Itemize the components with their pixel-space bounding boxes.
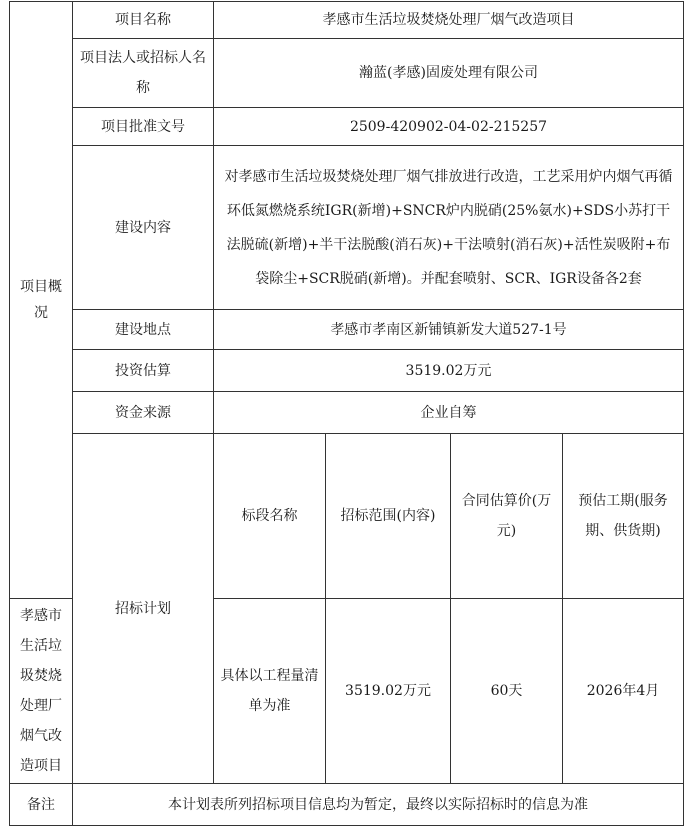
row-price: 3519.02万元 <box>326 599 451 784</box>
header-duration: 预估工期(服务期、供货期) <box>563 434 684 599</box>
section-plan-label: 招标计划 <box>73 434 214 784</box>
row-time: 2026年4月 <box>563 599 684 784</box>
construction-content-label: 建设内容 <box>73 146 214 310</box>
row-section-name: 孝感市生活垃圾焚烧处理厂烟气改造项目 <box>10 599 73 784</box>
construction-location-label: 建设地点 <box>73 310 214 350</box>
section-note-label: 备注 <box>10 784 73 826</box>
header-scope: 招标范围(内容) <box>326 434 451 599</box>
tender-plan-table <box>9 1 684 826</box>
header-section-name: 标段名称 <box>214 434 326 599</box>
project-owner-label: 项目法人或招标人名称 <box>73 39 214 108</box>
approval-number-label: 项目批准文号 <box>73 108 214 146</box>
funding-source-value: 企业自筹 <box>214 392 684 434</box>
section-overview-label: 项目概况 <box>10 2 73 599</box>
row-scope: 具体以工程量清单为准 <box>214 599 326 784</box>
approval-number-value: 2509-420902-04-02-215257 <box>214 108 684 146</box>
row-duration: 60天 <box>451 599 563 784</box>
funding-source-label: 资金来源 <box>73 392 214 434</box>
project-name-value: 孝感市生活垃圾焚烧处理厂烟气改造项目 <box>214 2 684 39</box>
construction-location-value: 孝感市孝南区新铺镇新发大道527-1号 <box>214 310 684 350</box>
investment-estimate-label: 投资估算 <box>73 350 214 392</box>
project-owner-value: 瀚蓝(孝感)固废处理有限公司 <box>214 39 684 108</box>
project-name-label: 项目名称 <box>73 2 214 39</box>
header-price: 合同估算价(万元) <box>451 434 563 599</box>
construction-content-value: 对孝感市生活垃圾焚烧处理厂烟气排放进行改造，工艺采用炉内烟气再循环低氮燃烧系统IGR(新增)+SNCR炉内脱硝(25%氨水)+SDS小苏打干法脱硫(新增)+半干法脱酸(消石灰)+干法喷射(消石灰)+活性炭吸附+布袋除尘+SCR脱硝(新增)。并配套喷射、SCR、IGR设备各2套 <box>214 146 684 310</box>
investment-estimate-value: 3519.02万元 <box>214 350 684 392</box>
note-text: 本计划表所列招标项目信息均为暂定，最终以实际招标时的信息为准 <box>73 784 684 826</box>
